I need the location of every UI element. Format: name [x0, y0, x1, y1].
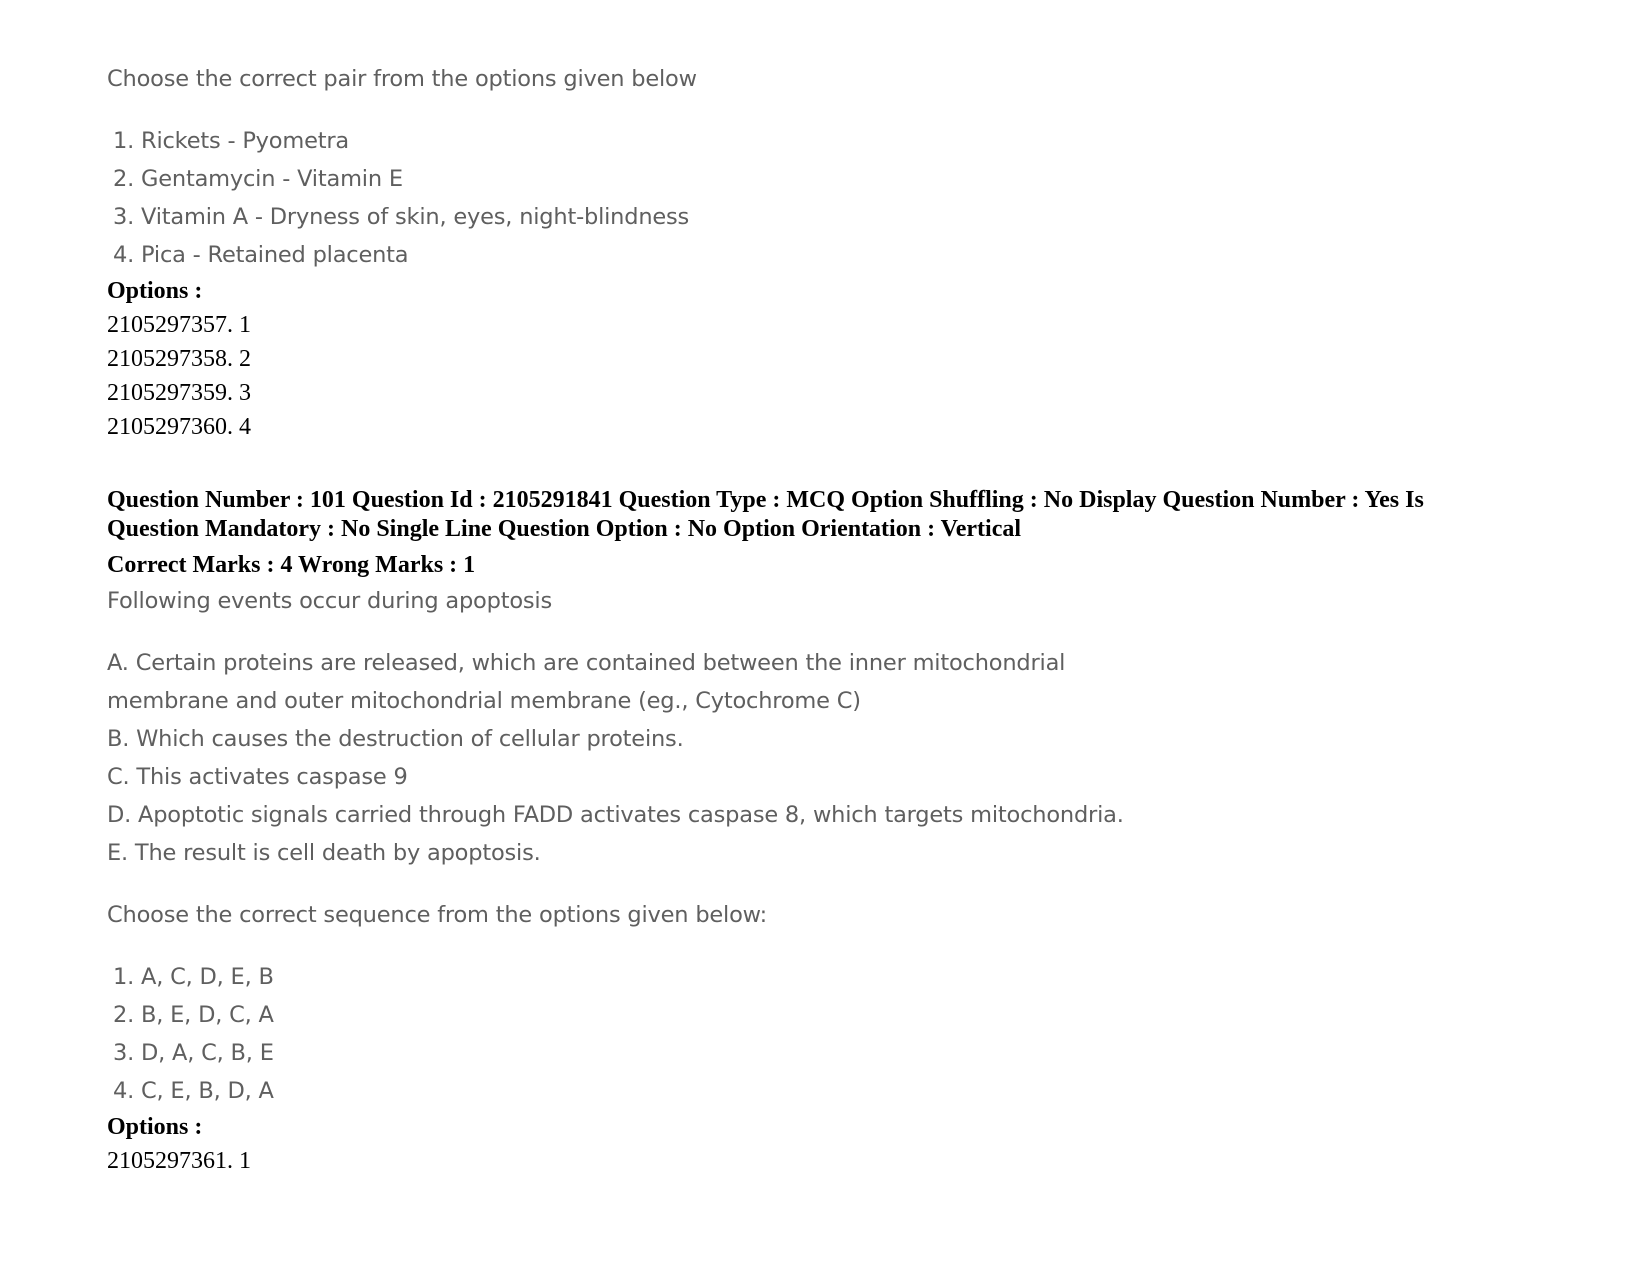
statement-line: C. This activates caspase 9	[107, 764, 408, 790]
q101-prompt: Choose the correct sequence from the options given below:	[107, 902, 768, 928]
list-item: 3. D, A, C, B, E	[113, 1040, 274, 1066]
exam-page	[107, 60, 1557, 1178]
option-item: 2105297358. 2	[107, 346, 251, 372]
statement-line: B. Which causes the destruction of cellular proteins.	[107, 726, 684, 752]
option-item: 2105297360. 4	[107, 414, 251, 440]
q101-marks: Correct Marks : 4 Wrong Marks : 1	[107, 552, 476, 578]
list-item: 1. A, C, D, E, B	[113, 964, 274, 990]
statement-line: D. Apoptotic signals carried through FADD activates caspase 8, which targets mitochondria.	[107, 802, 1124, 828]
list-item: 4. Pica - Retained placenta	[113, 242, 409, 268]
q100-pair-list	[107, 122, 1557, 274]
list-item: 4. C, E, B, D, A	[113, 1078, 274, 1104]
statement-line: E. The result is cell death by apoptosis.	[107, 840, 541, 866]
q100-options-label: Options :	[107, 278, 203, 304]
option-item: 2105297361. 1	[107, 1148, 251, 1174]
q100-prompt: Choose the correct pair from the options given below	[107, 66, 697, 92]
q101-intro: Following events occur during apoptosis	[107, 588, 552, 614]
list-item: 1. Rickets - Pyometra	[113, 128, 349, 154]
statement-line: A. Certain proteins are released, which are contained between the inner mitochondrial	[107, 650, 1066, 676]
q101-meta: Question Number : 101 Question Id : 2105291841 Question Type : MCQ Option Shuffling : No Display Question Number : Yes Is Question Mandatory : No Single Line Question Option : No Option Orientation : Vertical	[107, 487, 1424, 542]
statement-line: membrane and outer mitochondrial membrane (eg., Cytochrome C)	[107, 688, 861, 714]
q101-options-label: Options :	[107, 1114, 203, 1140]
option-item: 2105297357. 1	[107, 312, 251, 338]
option-item: 2105297359. 3	[107, 380, 251, 406]
q101-statements	[107, 644, 1557, 872]
list-item: 3. Vitamin A - Dryness of skin, eyes, night-blindness	[113, 204, 690, 230]
q101-options	[107, 1144, 1557, 1178]
list-item: 2. Gentamycin - Vitamin E	[113, 166, 403, 192]
q101-sequence-list	[107, 958, 1557, 1110]
q100-options	[107, 308, 1557, 444]
list-item: 2. B, E, D, C, A	[113, 1002, 274, 1028]
